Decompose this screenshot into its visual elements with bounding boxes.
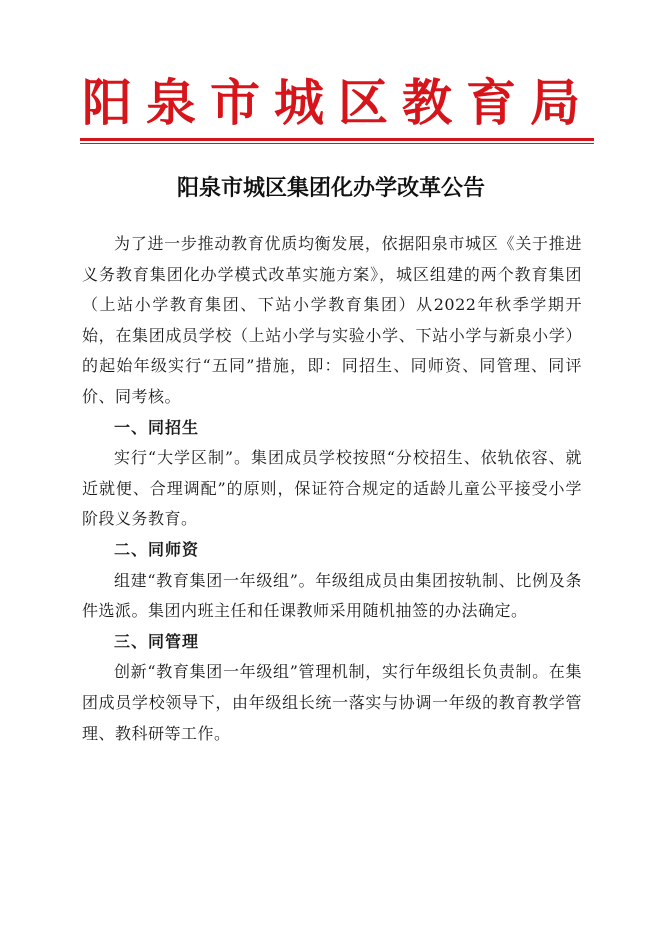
intro-paragraph: 为了进一步推动教育优质均衡发展，依据阳泉市城区《关于推进义务教育集团化办学模式改革实施方案》，城区组建的两个教育集团（上站小学教育集团、下站小学教育集团）从2022年秋季学期开始，在集团成员学校（上站小学与实验小学、下站小学与新泉小学）的起始年级实行“五同”措施，即：同招生、同师资、同管理、同评价、同考核。	[82, 234, 582, 406]
letterhead	[0, 72, 662, 134]
section-heading-management: 三、同管理	[114, 631, 200, 651]
document-title: 阳泉市城区集团化办学改革公告	[176, 175, 485, 201]
letterhead-rule-thick	[80, 138, 594, 141]
section-heading-teachers: 二、同师资	[114, 539, 200, 559]
section-text-management: 创新“教育集团一年级组”管理机制，实行年级组长负责制。在集团成员学校领导下，由年级组长统一落实与协调一年级的教育教学管理、教科研等工作。	[82, 662, 582, 743]
document-body	[82, 229, 582, 749]
section-text-enrollment: 实行“大学区制”。集团成员学校按照“分校招生、依轨依容、就近就便、合理调配”的原则，保证符合规定的适龄儿童公平接受小学阶段义务教育。	[82, 448, 582, 529]
letterhead-rule-thin	[80, 143, 594, 144]
section-heading-enrollment: 一、同招生	[114, 417, 200, 437]
issuer-name: 阳泉市城区教育局	[82, 73, 594, 132]
section-text-teachers: 组建“教育集团一年级组”。年级组成员由集团按轨制、比例及条件选派。集团内班主任和任课教师采用随机抽签的办法确定。	[82, 570, 582, 621]
